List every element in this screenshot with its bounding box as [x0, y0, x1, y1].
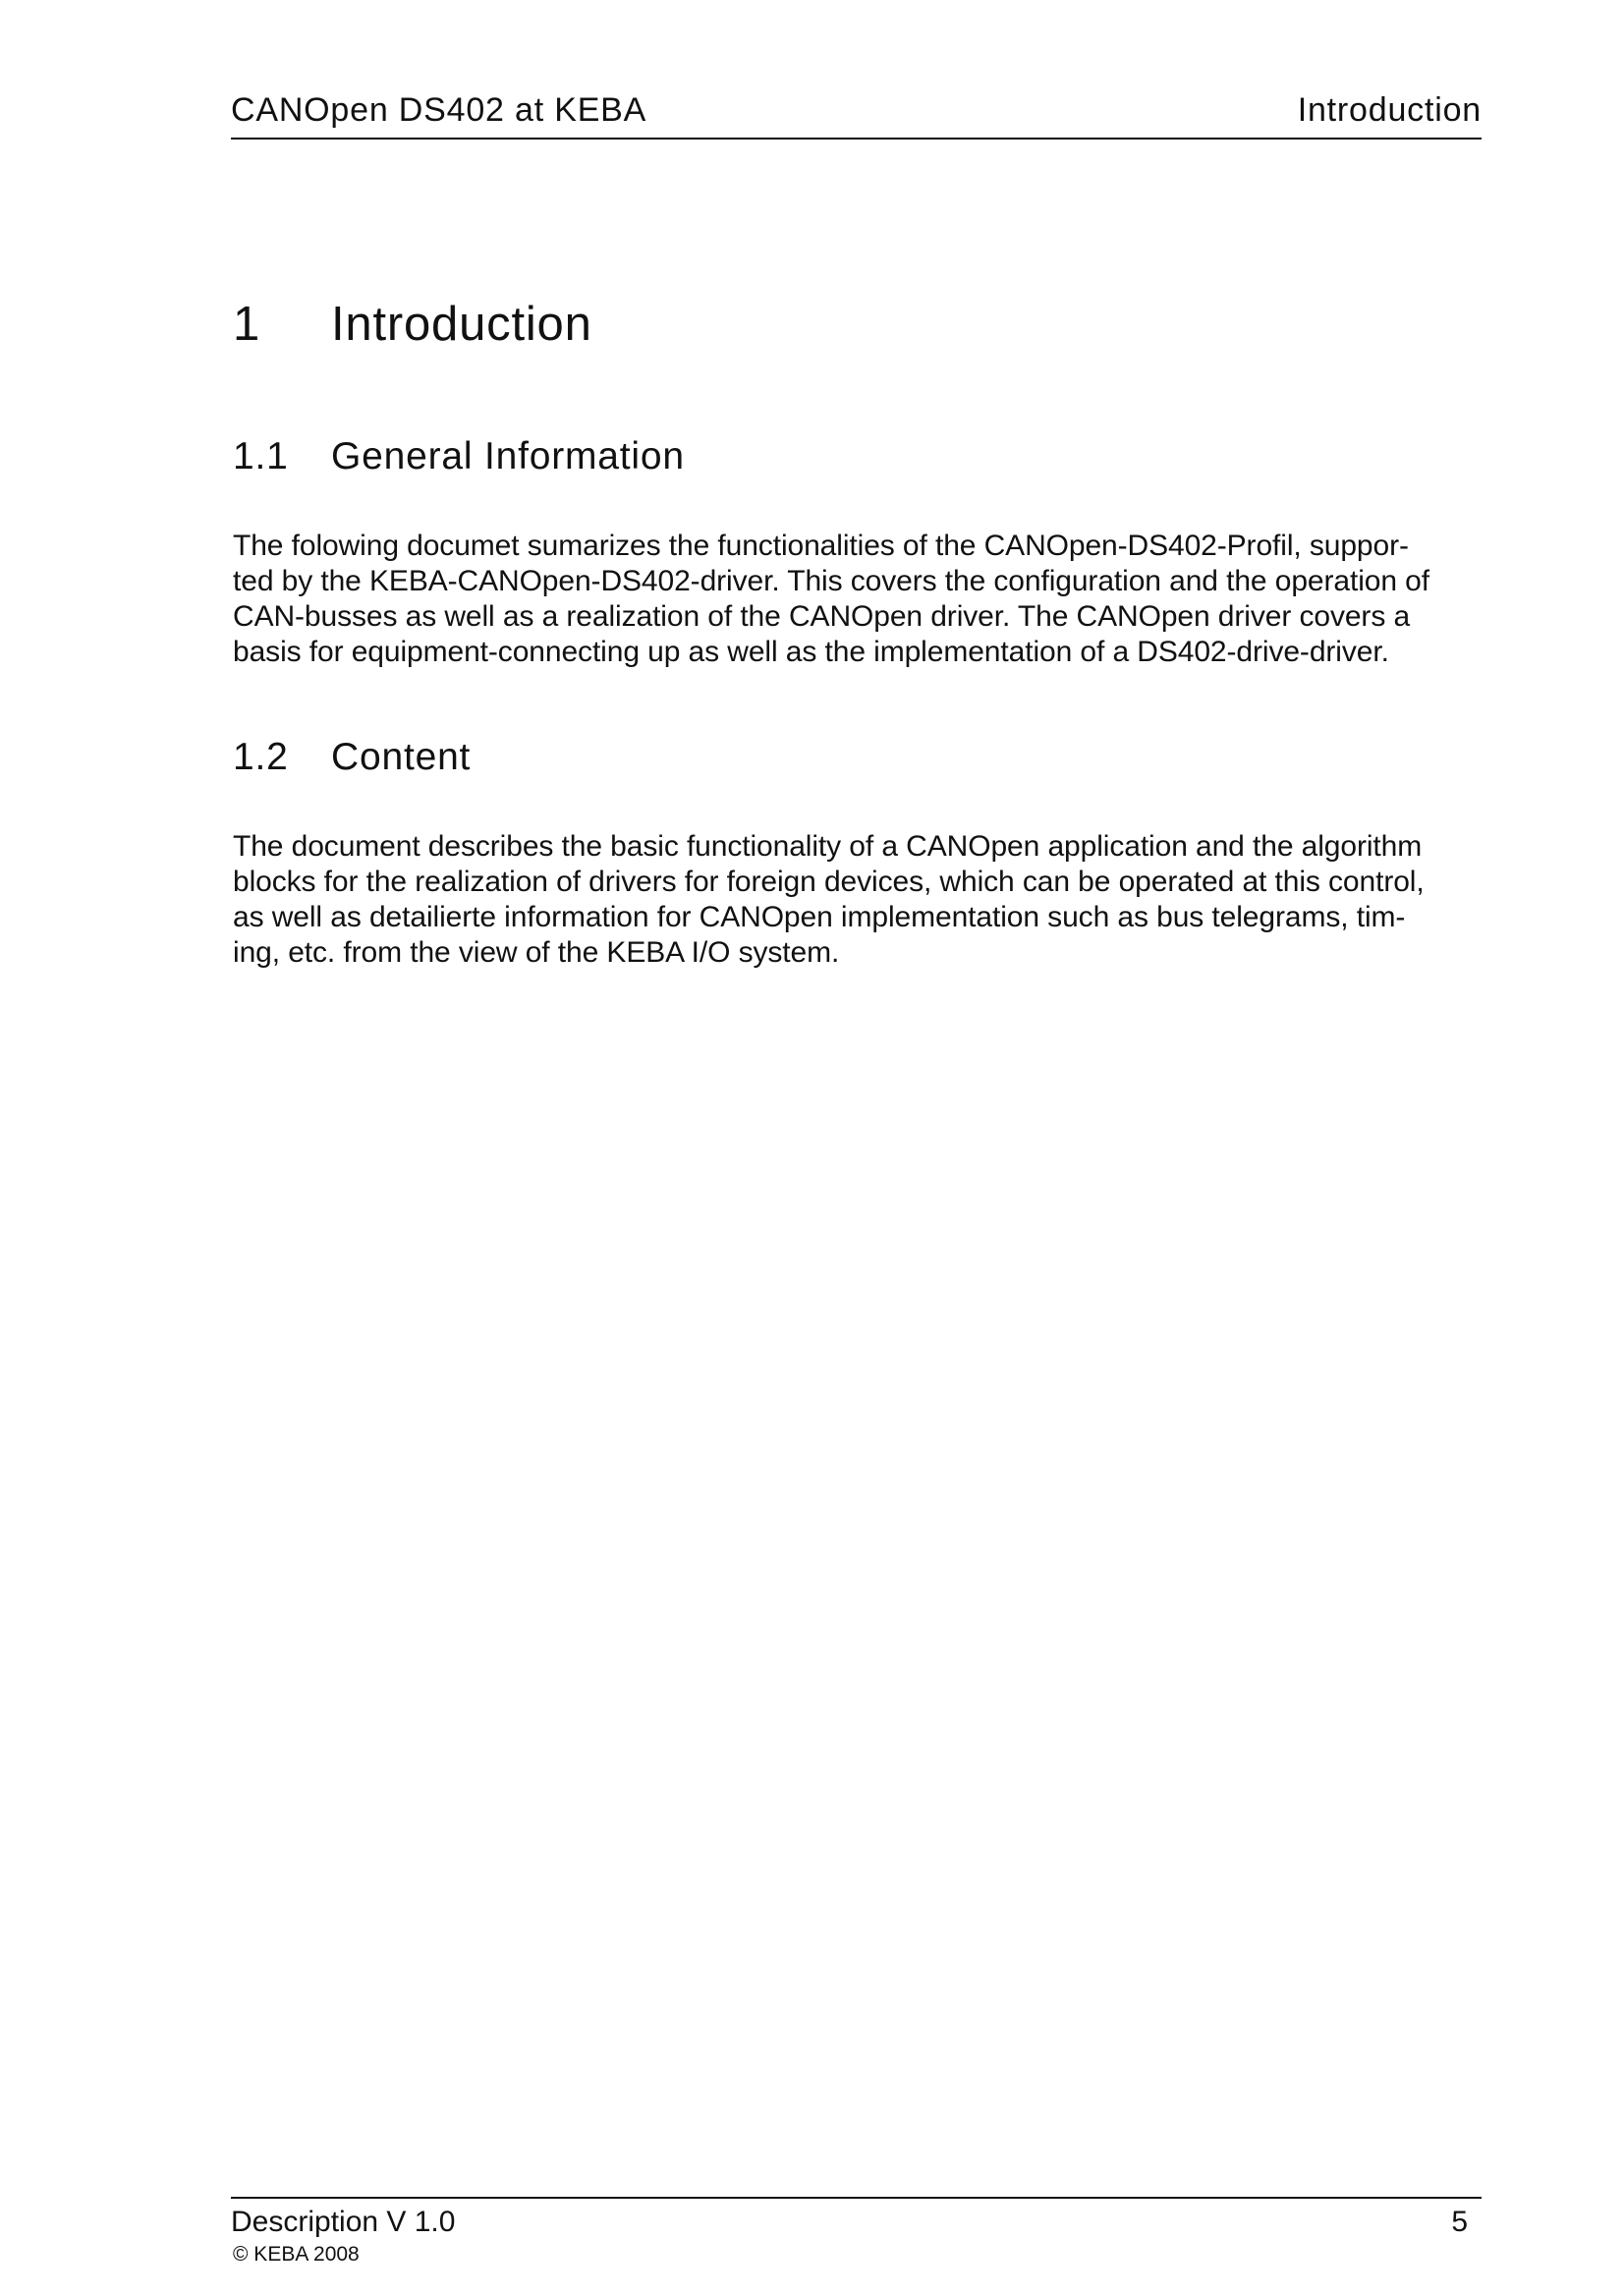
paragraph-line: basis for equipment-connecting up as well as the implementation of a DS402-drive-driver. [233, 636, 1389, 668]
paragraph-line: CAN-busses as well as a realization of the CANOpen driver. The CANOpen driver covers a [233, 600, 1411, 633]
section-heading-general-information [233, 433, 685, 480]
paragraph-line: ing, etc. from the view of the KEBA I/O system. [233, 936, 840, 969]
chapter-heading [233, 295, 592, 354]
document-version: Description V 1.0 [231, 2206, 456, 2238]
page-number: 5 [1451, 2206, 1468, 2238]
page-header [231, 90, 1482, 140]
section-number: 1.2 [233, 736, 289, 778]
section-number: 1.1 [233, 435, 289, 477]
copyright-notice: © KEBA 2008 [233, 2243, 360, 2266]
section-heading-content [233, 734, 471, 781]
footer-row [231, 2205, 1482, 2240]
paragraph-line: The folowing documet sumarizes the functionalities of the CANOpen-DS402-Profil, suppor- [233, 530, 1409, 562]
document-title: CANOpen DS402 at KEBA [231, 91, 647, 129]
page-footer [231, 2197, 1482, 2268]
paragraph-line: blocks for the realization of drivers for foreign devices, which can be operated at this control, [233, 866, 1425, 898]
paragraph-line: The document describes the basic functionality of a CANOpen application and the algorithm [233, 830, 1423, 863]
section-title: General Information [331, 435, 685, 477]
section-title: Content [331, 736, 472, 778]
paragraph-line: ted by the KEBA-CANOpen-DS402-driver. This covers the configuration and the operation of [233, 565, 1429, 597]
paragraph-line: as well as detailierte information for CANOpen implementation such as bus telegrams, tim- [233, 901, 1406, 933]
chapter-number: 1 [233, 298, 261, 351]
chapter-title: Introduction [331, 298, 592, 351]
chapter-title-header: Introduction [1297, 91, 1482, 129]
